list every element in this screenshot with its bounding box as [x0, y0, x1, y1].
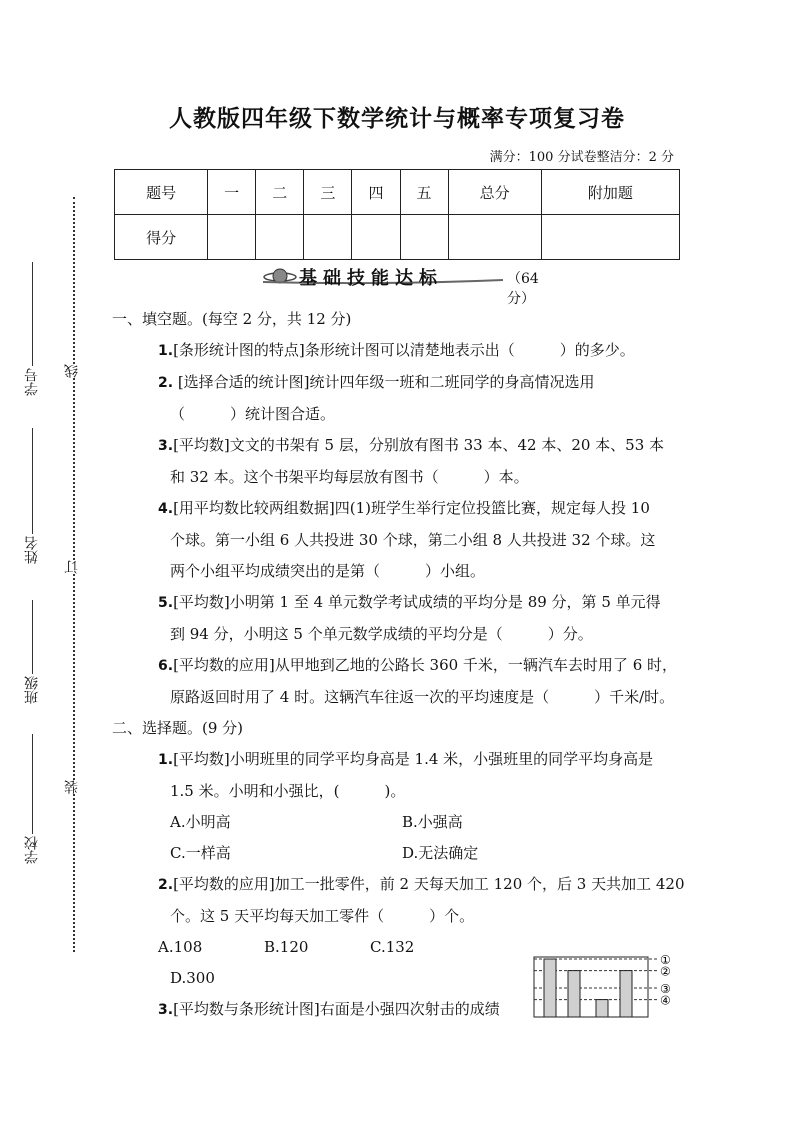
question-number: 3.: [158, 438, 174, 454]
question-number: 5.: [158, 595, 174, 611]
choice-option-b[interactable]: B.小强高: [402, 813, 463, 831]
choice-option-a[interactable]: A.小明高: [170, 813, 231, 831]
section-title: 基础技能达标: [299, 268, 443, 289]
chart-reference-label: ④: [660, 993, 671, 1008]
chart-bar: [568, 971, 580, 1017]
score-table-cell: 一: [208, 170, 256, 215]
class-field[interactable]: [32, 600, 33, 674]
name-field[interactable]: [32, 428, 33, 534]
binding-mark-staple: 订: [64, 560, 80, 574]
question-2-1: [158, 744, 692, 807]
page-title: 人教版四年级下数学统计与概率专项复习卷: [169, 105, 625, 132]
score-input-cell[interactable]: [304, 215, 352, 260]
question-number: 3.: [158, 1002, 174, 1018]
class-label: 班级: [24, 676, 40, 704]
question-text: （ ）统计图合适。: [170, 405, 336, 423]
score-table: [114, 169, 680, 260]
student-id-field[interactable]: [32, 262, 33, 366]
chart-reference-label: ③: [660, 982, 671, 996]
question-number: 6.: [158, 658, 174, 674]
binding-dotted-line: [73, 197, 75, 952]
question-number: 2.: [158, 375, 174, 391]
shooting-score-chart: [530, 953, 680, 1019]
question-text: [平均数]文文的书架有 5 层，分别放有图书 33 本、42 本、20 本、53 本: [173, 436, 665, 454]
part2-heading: 二、选择题。(9 分): [112, 719, 244, 737]
choice-option-a[interactable]: A.108: [158, 938, 203, 956]
question-text: 个球。第一小组 6 人共投进 30 个球，第二小组 8 人共投进 32 个球。这: [170, 531, 656, 549]
score-input-cell[interactable]: [448, 215, 541, 260]
choice-options: [170, 838, 692, 869]
question-text: [用平均数比较两组数据]四(1)班学生举行定位投篮比赛，规定每人投 10: [173, 499, 650, 517]
choice-option-c[interactable]: C.一样高: [170, 844, 231, 862]
question-text: 1.5 米。小明和小强比，( )。: [170, 782, 406, 800]
question-text: [平均数与条形统计图]右面是小强四次射击的成绩: [173, 1000, 500, 1018]
chart-reference-label: ①: [660, 953, 671, 967]
score-table-cell: 二: [256, 170, 304, 215]
question-text: [平均数]小明班里的同学平均身高是 1.4 米，小强班里的同学平均身高是: [173, 750, 654, 768]
score-table-score-row: [115, 215, 680, 260]
choice-options: [170, 807, 692, 838]
question-1-4: [158, 493, 692, 587]
score-table-cell: 附加题: [541, 170, 679, 215]
question-text: [条形统计图的特点]条形统计图可以清楚地表示出（ ）的多少。: [173, 341, 635, 359]
score-input-cell[interactable]: [541, 215, 679, 260]
chart-bar: [544, 959, 556, 1017]
question-text: 到 94 分，小明这 5 个单元数学成绩的平均分是（ ）分。: [170, 625, 593, 643]
school-field[interactable]: [32, 734, 33, 834]
section-score: （64 分）: [507, 271, 539, 307]
question-number: 4.: [158, 501, 174, 517]
part1-heading: 一、填空题。(每空 2 分，共 12 分): [112, 310, 352, 328]
score-table-header-row: [115, 170, 680, 215]
question-text: 原路返回时用了 4 时。这辆汽车往返一次的平均速度是（ ）千米/时。: [170, 688, 675, 706]
choice-option-d[interactable]: D.无法确定: [402, 844, 479, 862]
question-text: 两个小组平均成绩突出的是第（ ）小组。: [170, 562, 486, 580]
score-table-cell: 三: [304, 170, 352, 215]
score-table-cell: 五: [400, 170, 448, 215]
chart-reference-label: ②: [660, 964, 671, 979]
section-banner: [263, 264, 563, 307]
score-input-cell[interactable]: [352, 215, 400, 260]
question-text: [平均数]小明第 1 至 4 单元数学考试成绩的平均分是 89 分，第 5 单元得: [173, 593, 661, 611]
question-number: 2.: [158, 877, 174, 893]
question-1-1: [158, 335, 692, 367]
score-input-cell[interactable]: [256, 215, 304, 260]
school-label: 学校: [24, 836, 40, 864]
question-text: 个。这 5 天平均每天加工零件（ ）个。: [170, 907, 475, 925]
question-1-3: [158, 430, 692, 493]
chart-bar: [596, 1000, 608, 1017]
question-number: 1.: [158, 343, 174, 359]
score-info: 满分：100 分试卷整洁分：2 分: [489, 150, 674, 165]
question-text: [选择合适的统计图]统计四年级一班和二班同学的身高情况选用: [173, 373, 595, 391]
choice-option-d[interactable]: D.300: [170, 969, 215, 987]
score-table-cell: 四: [352, 170, 400, 215]
question-text: [平均数的应用]从甲地到乙地的公路长 360 千米，一辆汽车去时用了 6 时，: [173, 656, 678, 674]
binding-mark-bind: 装: [64, 780, 80, 794]
question-2-2: [158, 869, 692, 932]
question-1-2: [158, 367, 692, 430]
choice-option-c[interactable]: C.132: [370, 938, 415, 956]
question-1-5: [158, 587, 692, 650]
question-text: 和 32 本。这个书架平均每层放有图书（ ）本。: [170, 468, 529, 486]
binding-mark-line: 线: [64, 364, 80, 378]
score-table-cell: 题号: [115, 170, 208, 215]
score-input-cell[interactable]: [400, 215, 448, 260]
name-label: 姓名: [24, 536, 40, 564]
student-id-label: 学号: [24, 368, 40, 396]
choice-option-b[interactable]: B.120: [264, 938, 309, 956]
score-row-label: 得分: [115, 215, 208, 260]
questions-area: [112, 304, 692, 1026]
chart-bar: [620, 971, 632, 1017]
score-input-cell[interactable]: [208, 215, 256, 260]
question-text: [平均数的应用]加工一批零件，前 2 天每天加工 120 个，后 3 天共加工 420: [173, 875, 685, 893]
score-table-cell: 总分: [448, 170, 541, 215]
question-1-6: [158, 650, 692, 713]
question-number: 1.: [158, 752, 174, 768]
